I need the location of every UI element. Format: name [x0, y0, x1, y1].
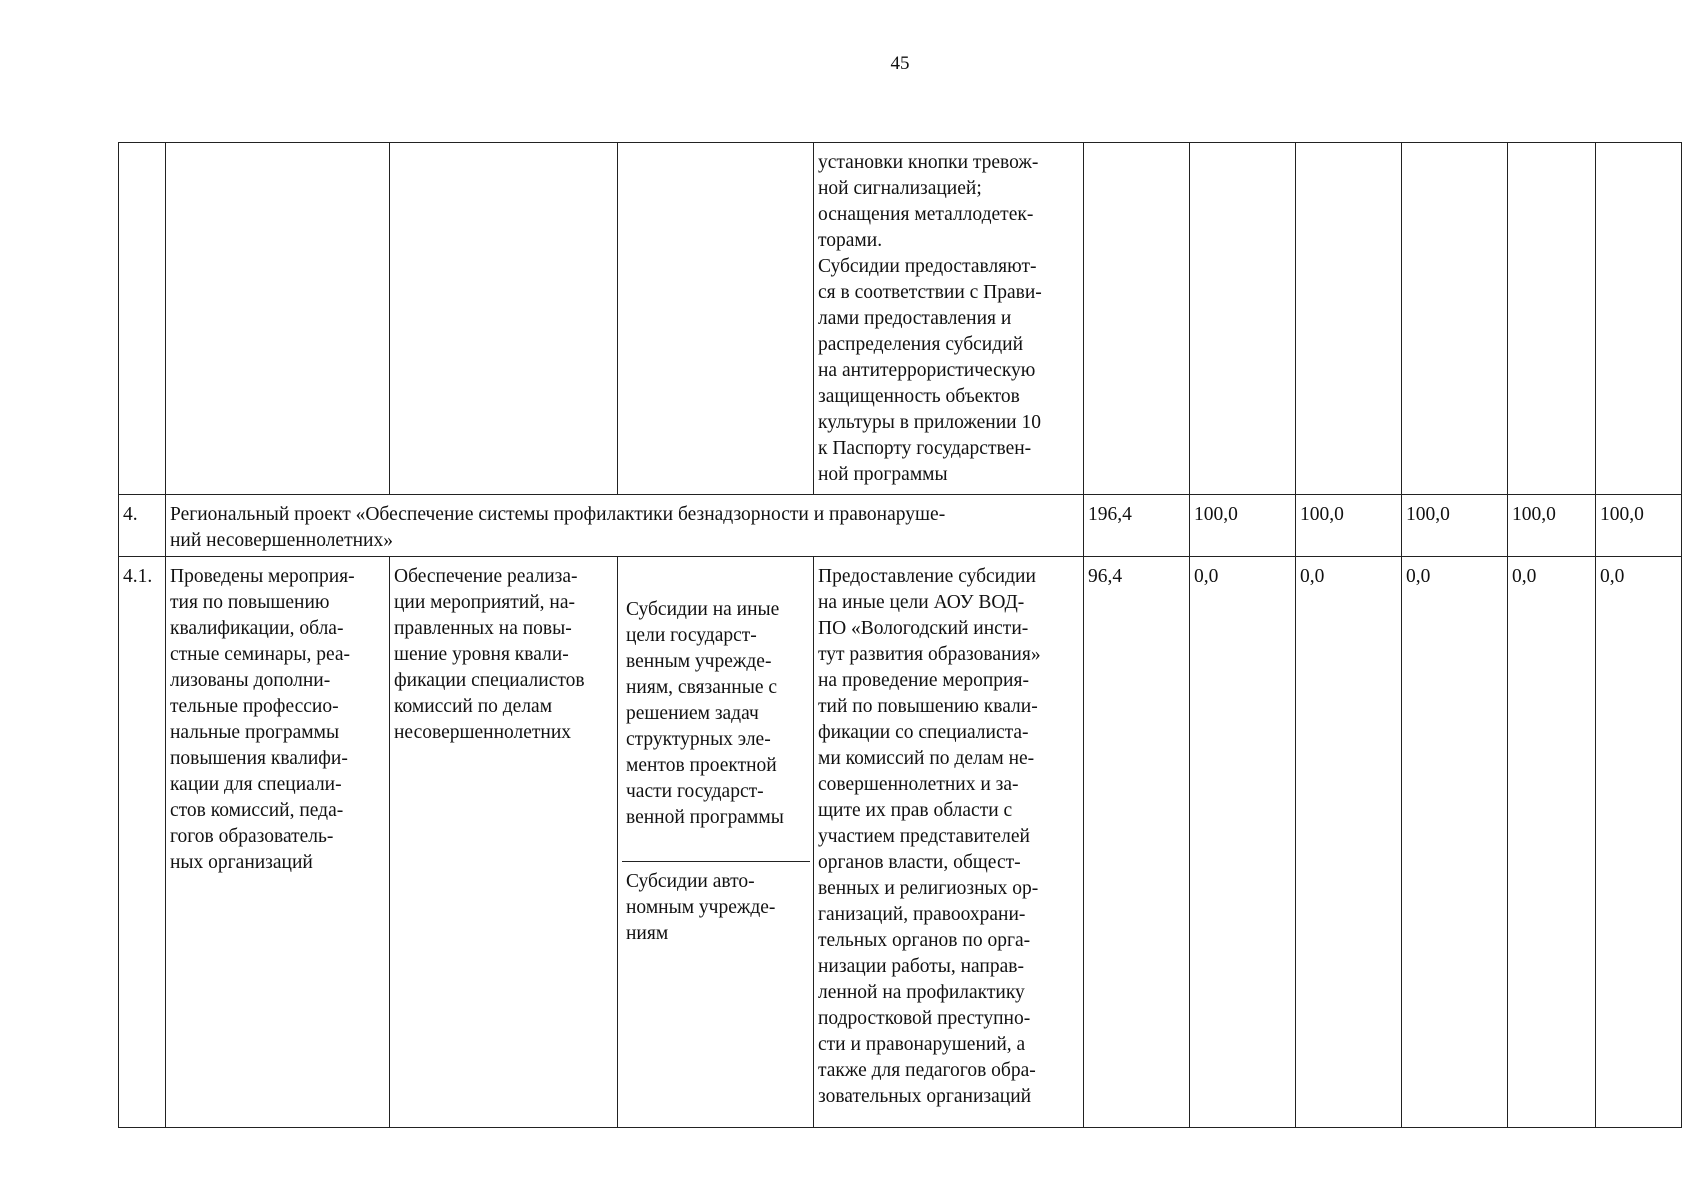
cell-num — [119, 143, 166, 495]
cell-value: 196,4 — [1084, 495, 1190, 557]
cell-value: 0,0 — [1296, 557, 1402, 1128]
cell-value: 100,0 — [1402, 495, 1508, 557]
cell-task — [390, 143, 618, 495]
cell-value: 100,0 — [1596, 495, 1682, 557]
cell-value — [1190, 143, 1296, 495]
cell-value — [1084, 143, 1190, 495]
cell-funds — [618, 143, 814, 495]
table-row-continuation — [119, 143, 1682, 495]
cell-task: Обеспечение реализа- ции мероприятий, на- правленных на повы- шение уровня квали- фикации специалистов комиссий по делам несовершеннолетних — [390, 557, 618, 1128]
page-number: 45 — [890, 53, 910, 74]
fund-source: Субсидии на иные цели государст- венным учрежде- ниям, связанные с решением задач структурных эле- ментов проектной части государст- венной программы — [626, 599, 784, 828]
program-table — [118, 142, 1682, 1128]
cell-value: 0,0 — [1508, 557, 1596, 1128]
cell-num: 4.1. — [119, 557, 166, 1128]
fund-source: Субсидии авто- номным учрежде- ниям — [622, 861, 810, 951]
cell-value — [1596, 143, 1682, 495]
cell-description: Предоставление субсидии на иные цели АОУ ВОД- ПО «Вологодский инсти- тут развития образования» на проведение мероприя- тий по повышению квали- фикации со специалиста- ми комиссий по делам не- совершеннолетних и за- щите их прав области с участием представителей органов власти, общест- венных и религиозных ор- ганизаций, правоохрани- тельных органов по орга- низации работы, направ- ленной на профилактику подростковой преступно- сти и правонарушений, а также для педагогов обра- зовательных организаций — [814, 557, 1084, 1128]
cell-value: 0,0 — [1596, 557, 1682, 1128]
table-row-project — [119, 495, 1682, 557]
cell-value: 0,0 — [1190, 557, 1296, 1128]
cell-num: 4. — [119, 495, 166, 557]
cell-funds — [618, 557, 814, 1128]
cell-project-title: Региональный проект «Обеспечение системы профилактики безнадзорности и правонаруше- ний несовершеннолетних» — [166, 495, 1084, 557]
cell-value: 100,0 — [1190, 495, 1296, 557]
cell-value: 0,0 — [1402, 557, 1508, 1128]
cell-value: 96,4 — [1084, 557, 1190, 1128]
cell-result — [166, 143, 390, 495]
cell-value — [1508, 143, 1596, 495]
cell-value — [1296, 143, 1402, 495]
cell-value: 100,0 — [1508, 495, 1596, 557]
cell-value — [1402, 143, 1508, 495]
cell-value: 100,0 — [1296, 495, 1402, 557]
cell-result: Проведены мероприя- тия по повышению квалификации, обла- стные семинары, реа- лизованы дополни- тельные профессио- нальные программы повышения квалифи- кации для специали- стов комиссий, педа- гогов образователь- ных организаций — [166, 557, 390, 1128]
cell-description: установки кнопки тревож- ной сигнализацией; оснащения металлодетек- торами. Субсидии предоставляют- ся в соответствии с Прави- лами предоставления и распределения субсидий на антитеррористическую защищенность объектов культуры в приложении 10 к Паспорту государствен- ной программы — [814, 143, 1084, 495]
table-row-subitem — [119, 557, 1682, 1128]
